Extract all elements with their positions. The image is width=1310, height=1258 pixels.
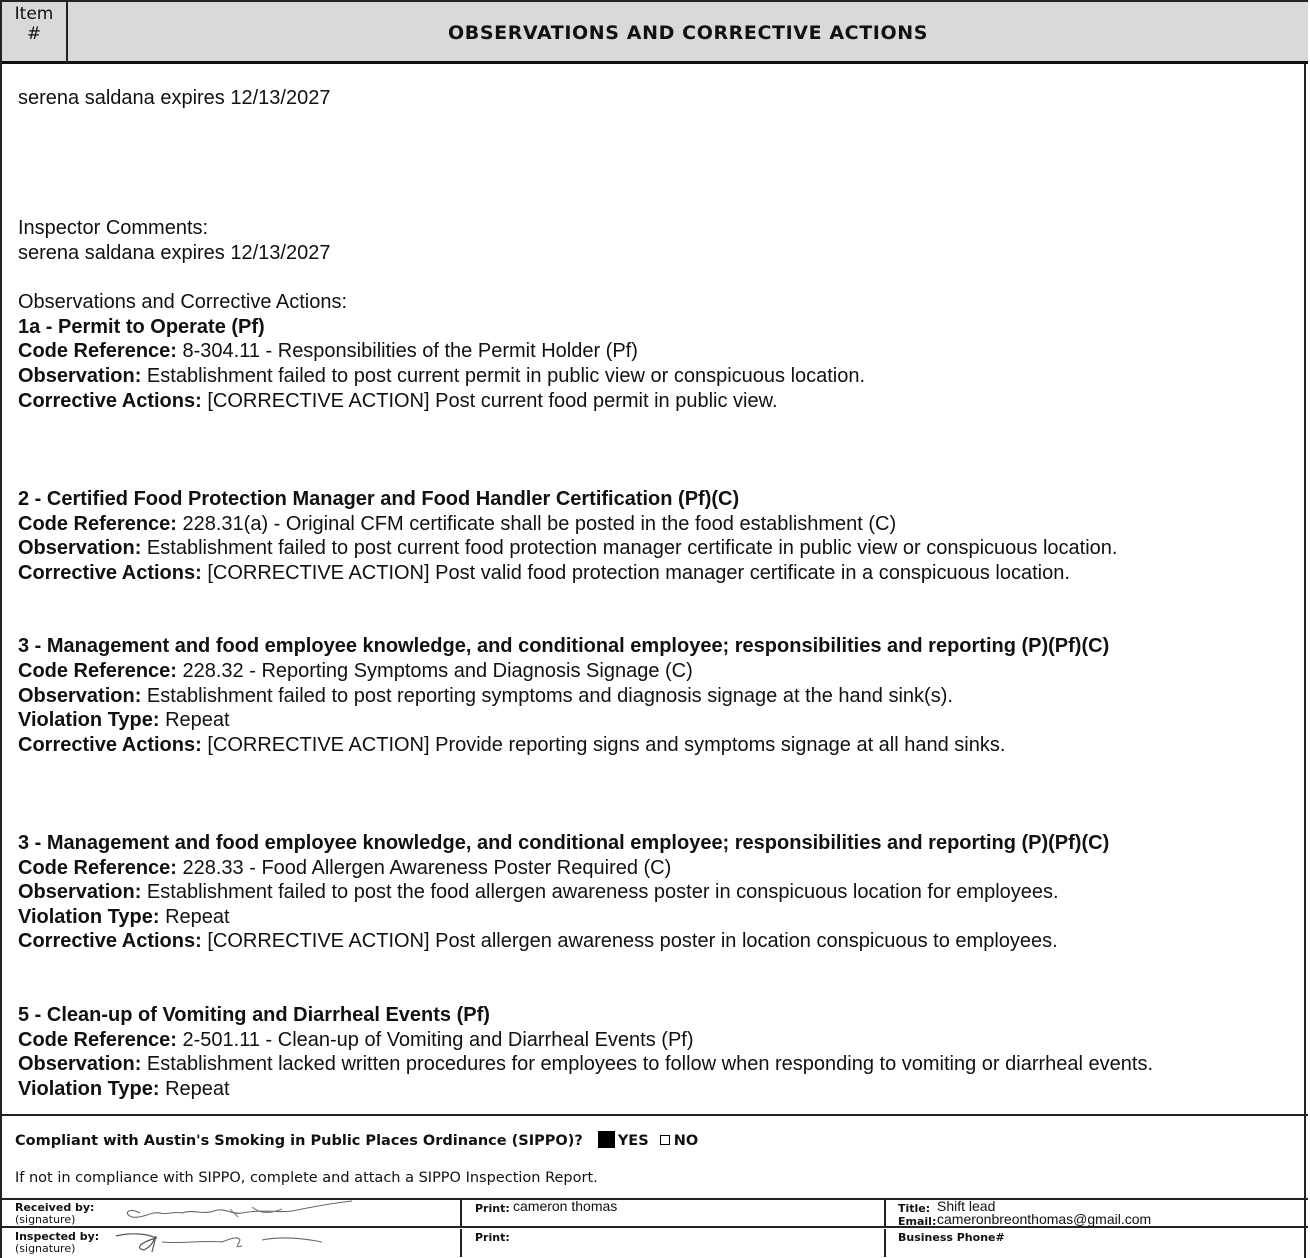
code-reference-value: 2-501.11 - Clean-up of Vomiting and Diarrheal Events (Pf) (182, 1028, 694, 1051)
corrective-actions-line (18, 389, 1298, 414)
observations-label: Observations and Corrective Actions: (18, 291, 348, 314)
code-reference-label: Code Reference: (18, 340, 177, 363)
observation-value: Establishment failed to post reporting symptoms and diagnosis signage at the hand sink(s). (146, 684, 953, 707)
code-reference-line (18, 512, 1298, 537)
sippo-question-line (15, 1131, 698, 1149)
violation-entry (18, 1003, 1298, 1101)
inspected-by-signature-scribble (112, 1226, 342, 1254)
violation-type-line (18, 905, 1298, 930)
violation-type-value: Repeat (165, 1077, 230, 1100)
sippo-note: If not in compliance with SIPPO, complete and attach a SIPPO Inspection Report. (15, 1170, 598, 1186)
code-reference-label: Code Reference: (18, 1028, 177, 1051)
print-label: Print: (475, 1202, 510, 1215)
signature-sublabel: (signature) (15, 1213, 76, 1226)
code-reference-value: 228.31(a) - Original CFM certificate shall be posted in the food establishment (C) (182, 512, 897, 535)
corrective-actions-value: [CORRECTIVE ACTION] Provide reporting signs and symptoms signage at all hand sinks. (207, 733, 1006, 756)
observation-value: Establishment lacked written procedures for employees to follow when responding to vomiting or diarrheal events. (146, 1053, 1153, 1076)
observation-value: Establishment failed to post current permit in public view or conspicuous location. (146, 364, 866, 387)
corrective-actions-label: Corrective Actions: (18, 389, 202, 412)
code-reference-value: 8-304.11 - Responsibilities of the Permit Holder (Pf) (182, 340, 638, 363)
sippo-question: Compliant with Austin's Smoking in Public Places Ordinance (SIPPO)? (15, 1133, 583, 1149)
inspected-by-label: Inspected by: (15, 1230, 100, 1243)
sippo-compliance-section (2, 1114, 1308, 1200)
observation-label: Observation: (18, 684, 142, 707)
corrective-actions-line (18, 561, 1298, 586)
business-phone-cell (886, 1229, 1308, 1257)
business-phone-label: Business Phone# (898, 1231, 1005, 1244)
observation-line (18, 364, 1298, 389)
code-reference-line (18, 1028, 1298, 1053)
received-by-signature-scribble (112, 1197, 362, 1225)
violation-title: 2 - Certified Food Protection Manager and Food Handler Certification (Pf)(C) (18, 487, 740, 510)
received-by-row (2, 1200, 1308, 1228)
corrective-actions-label: Corrective Actions: (18, 930, 202, 953)
violation-title: 1a - Permit to Operate (Pf) (18, 315, 265, 338)
corrective-actions-label: Corrective Actions: (18, 561, 202, 584)
observation-value: Establishment failed to post the food allergen awareness poster in conspicuous location for employees. (146, 881, 1059, 904)
observation-line (18, 880, 1298, 905)
received-by-signature-cell (2, 1200, 462, 1226)
corrective-actions-value: [CORRECTIVE ACTION] Post current food permit in public view. (207, 389, 778, 412)
inspected-by-row (2, 1229, 1308, 1257)
code-reference-line (18, 659, 1298, 684)
inspector-comments-label: Inspector Comments: (18, 217, 209, 240)
email-value: cameronbreonthomas@gmail.com (937, 1211, 1152, 1227)
no-label: NO (673, 1133, 699, 1149)
received-by-print-cell (462, 1200, 886, 1226)
code-reference-label: Code Reference: (18, 856, 177, 879)
code-reference-line (18, 339, 1298, 364)
email-label: Email: (898, 1215, 937, 1228)
violation-entry (18, 831, 1298, 954)
title-email-cell (886, 1200, 1308, 1226)
table-header (2, 0, 1308, 64)
observation-line (18, 1052, 1298, 1077)
inspected-by-signature-cell (2, 1229, 462, 1257)
violation-title: 3 - Management and food employee knowledge, and conditional employee; responsibilities and reporting (P)(Pf)(C) (18, 635, 1110, 658)
item-label: Item (14, 4, 54, 24)
code-reference-line (18, 856, 1298, 881)
title-label: Title: (898, 1202, 931, 1215)
observation-line (18, 536, 1298, 561)
observation-label: Observation: (18, 364, 142, 387)
code-reference-value: 228.32 - Reporting Symptoms and Diagnosis Signage (C) (182, 659, 693, 682)
violation-entry (18, 487, 1298, 585)
yes-label: YES (617, 1133, 649, 1149)
section-title: OBSERVATIONS AND CORRECTIVE ACTIONS (448, 21, 928, 44)
observation-value: Establishment failed to post current food protection manager certificate in public view or conspicuous location. (146, 537, 1118, 560)
violation-type-label: Violation Type: (18, 709, 160, 732)
violation-type-line (18, 1077, 1298, 1102)
inspected-by-print-cell (462, 1229, 886, 1257)
violation-entry (18, 315, 1298, 413)
observations-body (18, 86, 1298, 1101)
item-number-column-header (2, 2, 68, 63)
corrective-actions-value: [CORRECTIVE ACTION] Post allergen awareness poster in location conspicuous to employees. (207, 930, 1058, 953)
corrective-actions-line (18, 733, 1298, 758)
violation-title: 5 - Clean-up of Vomiting and Diarrheal Events (Pf) (18, 1004, 490, 1027)
observation-label: Observation: (18, 1053, 142, 1076)
code-reference-label: Code Reference: (18, 659, 177, 682)
violation-title: 3 - Management and food employee knowledge, and conditional employee; responsibilities and reporting (P)(Pf)(C) (18, 832, 1110, 855)
violation-type-value: Repeat (165, 905, 230, 928)
received-by-print-value: cameron thomas (513, 1198, 618, 1214)
title-value: Shift lead (937, 1198, 996, 1214)
code-reference-label: Code Reference: (18, 512, 177, 535)
violation-type-label: Violation Type: (18, 1077, 160, 1100)
observation-label: Observation: (18, 537, 142, 560)
intro-line: serena saldana expires 12/13/2027 (18, 87, 331, 109)
item-number-symbol: # (26, 24, 42, 44)
violation-type-value: Repeat (165, 709, 230, 732)
no-checkbox-unchecked[interactable] (660, 1135, 670, 1145)
print-label: Print: (475, 1231, 510, 1244)
received-by-label: Received by: (15, 1201, 95, 1214)
violation-entry (18, 634, 1298, 757)
violation-type-label: Violation Type: (18, 905, 160, 928)
code-reference-value: 228.33 - Food Allergen Awareness Poster Required (C) (182, 856, 672, 879)
signature-sublabel: (signature) (15, 1242, 76, 1255)
violation-type-line (18, 708, 1298, 733)
observation-line (18, 684, 1298, 709)
observation-label: Observation: (18, 881, 142, 904)
corrective-actions-label: Corrective Actions: (18, 733, 202, 756)
yes-checkbox-checked[interactable] (598, 1131, 615, 1148)
corrective-actions-line (18, 929, 1298, 954)
inspector-comments-text: serena saldana expires 12/13/2027 (18, 241, 331, 264)
corrective-actions-value: [CORRECTIVE ACTION] Post valid food protection manager certificate in a conspicuous location. (207, 561, 1070, 584)
